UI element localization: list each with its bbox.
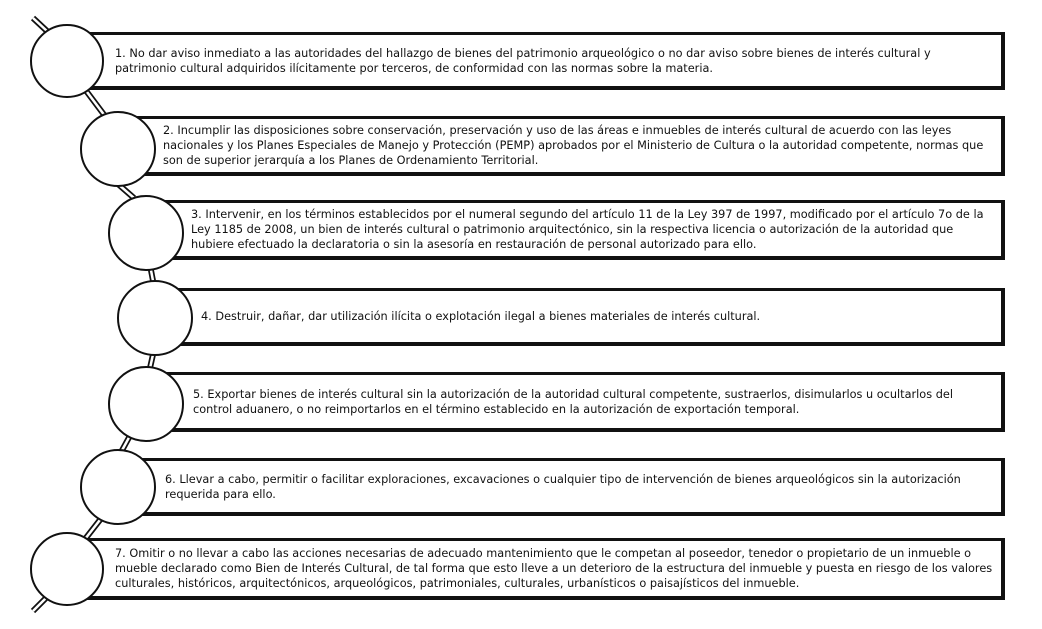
timeline-item-4-box [154, 288, 1005, 346]
timeline-item-5-text: 5. Exportar bienes de interés cultural sin la autorización de la autoridad cultural competente, sustraerlos, disimularlos u ocultarlos del control aduanero, o no reimportarlos en el término establecido en la autorización de exportación temporal. [193, 387, 953, 416]
timeline-item-3-circle [108, 195, 184, 271]
timeline-item-7-text: 7. Omitir o no llevar a cabo las acciones necesarias de adecuado mantenimiento que le competan al poseedor, tenedor o propietario de un inmueble o mueble declarado como Bien de Interés Cultural, de tal forma que esto lleve a un deterioro de la estructura del inmueble y puesta en riesgo de los valores culturales, históricos, arquitectónicos, arqueológicos, patrimoniales, culturales, urbanísticos o paisajísticos del inmueble. [115, 547, 993, 590]
timeline-item-3-text: 3. Intervenir, en los términos establecidos por el numeral segundo del artículo 11 de la Ley 397 de 1997, modificado por el artículo 7o de la Ley 1185 de 2008, un bien de interés cultural o patrimonio arquitectónico, sin la respectiva licencia o autorización de la autoridad que hubiere efectuado la declaratoria o sin la asesoría en restauración de personal autorizado para ello. [191, 208, 984, 251]
timeline-item-2-text: 2. Incumplir las disposiciones sobre conservación, preservación y uso de las áreas e inmuebles de interés cultural de acuerdo con las leyes nacionales y los Planes Especiales de Manejo y Protección (PEMP) aprobados por el Ministerio de Cultura o la autoridad competente, normas que son de superior jerarquía a los Planes de Ordenamiento Territorial. [163, 124, 984, 167]
timeline-item-2-circle [80, 111, 156, 187]
timeline-item-1-circle [30, 24, 104, 98]
timeline-item-2-box [118, 116, 1005, 176]
timeline-item-1-box [68, 32, 1005, 90]
timeline-item-3-box [148, 200, 1005, 260]
timeline-item-4-circle [117, 280, 193, 356]
timeline-item-7-circle [30, 532, 104, 606]
timeline-item-7-box [68, 538, 1005, 600]
timeline-item-1-text: 1. No dar aviso inmediato a las autoridades del hallazgo de bienes del patrimonio arqueológico o no dar aviso sobre bienes de interés cultural y patrimonio cultural adquiridos ilícitamente por terceros, de conformidad con las normas sobre la materia. [115, 46, 931, 75]
timeline-item-5-box [148, 372, 1005, 432]
timeline-item-6-box [118, 458, 1005, 516]
timeline-item-6-circle [80, 449, 156, 525]
timeline-item-5-circle [108, 366, 184, 442]
timeline-item-6-text: 6. Llevar a cabo, permitir o facilitar exploraciones, excavaciones o cualquier tipo de intervención de bienes arqueológicos sin la autorización requerida para ello. [165, 472, 961, 501]
timeline-item-4-text: 4. Destruir, dañar, dar utilización ilícita o explotación ilegal a bienes materiales de interés cultural. [201, 310, 761, 323]
